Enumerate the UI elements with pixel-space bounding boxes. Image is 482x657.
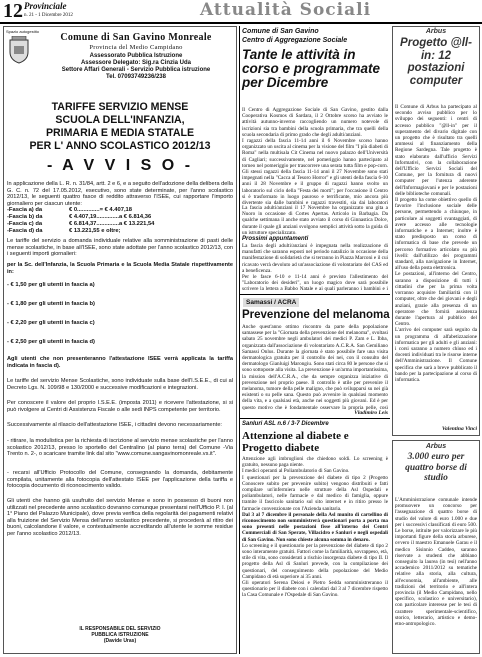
band-value: € 6.814,37..............a € 13.221,54 xyxy=(69,221,155,227)
intro-paragraph: In applicazione della L. R. n. 31/84, artt. 2 e 6, e a seguito dell'adozione della delibera della G. C. n. 72 del 17.05.2012, esecutivo, sono state determinate, per l'anno scolastico 2012/13, le seguenti quattro fasce di reddito attraverso l'ISEE, cui rapportare l'importo giornaliero per ciascun utente: xyxy=(7,181,233,207)
article-paragraph: I medici operanti al Poliambulatorio di San Gavino. xyxy=(242,468,350,475)
article-paragraph: L'Amministrazione comunale intende promuovere un concorso per l'assegnazione di quattro borse di studio del valore di euro 1.000 e due per i successivi classificati di euro 500. Le borse, istituite per valorizzare le più importanti figure della storia arburese, ovvero il maestro Emanuele Garau e il medico Sisinnio Caddeo, saranno riservate a studenti che abbiano conseguito la laurea (in tesi) nell'anno accademico 2011/2012 su tematiche relative alla storia, alla cultura, all'economia, all'ambiente, alle tradizioni del territorio e all'intera provincia (il Medio Campidano, nello specifico, scolastico e universitario), con particolare interesse per le tesi di carattere sperimentale-scientifico, storico, letterario, artistico e demo-etno-antropologico. xyxy=(395,497,477,628)
article-paragraph: I ragazzi della fascia 11-14 anni il 6 Novembre scorso hanno organizzato un uscita al cinema per la visione del film "I pìù diabeti di Roma" nella multisala Cit Cinema nel nuovo palazzo dell'Università di Cagliari; successivamente, nel pomeriggio hanno partecipato al torneo nel pomeriggio per trascorrere una serata tutta film e pop-corn. Gli stessi ragazzi della fascia 11-14 anni il 27 Novembre sono stati impegnati nella "Cacca al Tesoro Horror" e gli utenti della fascia 6-10 anni il 28 Novembre e il gruppo di ragazzi hanno svolto un laboratorio sul ciclo della "Festa dei morti"; per l'occasione il Centro si è trasformato in luogo pauroso e terrificante, mio ancora più divertente sia dalle bambini e ragazzi travestiti, sia dai laboratori xyxy=(242,138,388,205)
article-title: Tante le attività in corso e programmate per Dicembre xyxy=(242,47,381,90)
schools-paragraph: per la Sc. dell'Infanzia, la Scuola Primaria e la Scuola Media Statale rispettivamente in: xyxy=(7,262,233,275)
assessore: Assessore Delegato: Sig.ra Cinzia Uda xyxy=(80,60,192,66)
signature-line: IL RESPONSABILE DEL SERVIZIO xyxy=(79,626,161,632)
page-number: 12 xyxy=(3,0,23,22)
header-rule xyxy=(0,22,482,24)
procedure-paragraph: Successivamente al rilascio dell'attestazione ISEE, i cittadini devono necessariamente: xyxy=(7,422,222,428)
article-paragraph: Le postazioni, all'interno del Centro, saranno a disposizione di tutti i cittadini che per la prima volta vorranno acquisire familiarità con il computer, oltre che dei giovani e degli anziani, grazie alla presenza di un operatore che fornirà assistenza durante l'apertura al pubblico del Centro. xyxy=(395,271,477,328)
article-paragraph: Il Centro di Aggregazione Sociale di San Gavino, gestito dalla Cooperativa Kosmos di Sardara, il 2 Ottobre scorso ha avviato le attività autunno-inverno raccogliendo un numero notevole di iscrizioni sia tra bambini della scuola primaria, che tra quelli della scuola secondaria di primo grado che degli adulti/anziani. xyxy=(242,107,388,138)
assessorato: Assessorato Pubblica Istruzione xyxy=(89,53,183,59)
province-name: Provincia del Medio Campidano xyxy=(89,44,183,51)
article-title: Progetto @ll-in: 12 postazioni computer xyxy=(400,37,472,87)
article-paragraph: Il progetto ha come obiettivo quello di favorire l'inclusione sociale delle persone, permettendo a chiunque, in particolare ai soggetti svantaggiati, di avere accesso alle tecnologie informatiche e a Internet; inoltre è stato predisposto un corso di informatica di base che prevede un percorso formativo articolato su più livelli: dall'utilizzo dei programmi standard, alla navigazione in Internet, all'uso della posta elettronica. xyxy=(395,197,477,272)
settore: Settore Affari Generali - Servizio Pubblica istruzione xyxy=(61,67,211,73)
article-body xyxy=(242,243,388,293)
article-title: Attenzione al diabete e Progetto diabete xyxy=(242,430,349,454)
avviso-heading: - A V V I S O - xyxy=(46,157,194,174)
telephone: Tel. 07093749236/238 xyxy=(106,74,166,80)
article-body xyxy=(395,497,477,651)
newspaper-logo: Provinciale xyxy=(24,1,67,11)
article-title: Prevenzione del melanoma xyxy=(242,309,390,321)
tariffs-paragraph: Le tariffe del servizio a domanda individuale relative alla somministrazione di pasti delle mense scolastiche, in base all'ISEE, sono state adottate per l'anno scolastico 2012/13, con i seguenti importi giornalieri: xyxy=(7,238,233,258)
comune-name: Comune di San Gavino Monreale xyxy=(60,32,212,43)
article-kicker: Arbus xyxy=(425,28,447,35)
band-label: -Fascia b) da xyxy=(7,214,43,220)
band-label: -Fascia d) da xyxy=(7,228,43,234)
band-label: -Fascia c) da xyxy=(7,221,43,227)
article-body xyxy=(242,456,388,654)
band-value: € 4.407,19..............a € 6.814,36 xyxy=(69,214,152,220)
signature-line: PUBBLICA ISTRUZIONE xyxy=(91,632,149,638)
space-note: Spazio autogestito xyxy=(6,29,39,34)
article-paragraph: I questionari per la prevenzione del diabete di tipo 2 (Progetto Conoscere subito per prevenire subito) vengono distribuiti e fatti compilare un'infermiera nelle strutture della Asl Ospedali e poliambulatori, nelle farmacie e dal medico di famiglia, oppure tramite il fascicolo sanitario sul sito internet e in ritiro presso le farmacie convenzionate con l'Azienda sanitaria. xyxy=(242,474,388,512)
isee-note: Agli utenti che non presenteranno l'attestazione ISEE verrà applicata la tariffa indicata in fascia d). xyxy=(7,356,233,369)
buoni-paragraph: Gli utenti che hanno già usufruito del servizio Mense e sono in possesso di buoni non utilizzati nel precedente anno scolastico dovranno comunque presentarsi nell'Ufficio P. I. (al 1° Piano del Palazzo Municipale), dove previa verifica della regolarità dei pagamenti relativi alla fruizione del Servizio Mensa dell'anno scolastico precedente, si procederà al ritiro dei buoni, calcolandone il valore, e contestualmente accreditando all'utente le somme residue per l'anno scolastico 2012/13. xyxy=(7,498,233,537)
tariff-option: - € 2,50 per gli utenti in fascia d) xyxy=(7,339,95,345)
article-paragraph: Gli operatori Serena Deiosi e Pietro Sedda somministreranno il questionario per il diabete con i calendari dal 3 al 7 dicembre rispetto la Casa Comunale e l'Ospedale di San Gavino. xyxy=(242,580,388,599)
article-paragraph: Attenzione agli imbroglioni che chiedono soldi. Lo screening è gratuito, nessuno paga niente. xyxy=(242,456,388,469)
issue-date: n. 21 - 1 Dicembre 2012 xyxy=(24,13,73,18)
section-title: Attualità Sociali xyxy=(200,0,372,20)
band-row xyxy=(7,214,233,221)
article-signature: Valentina Vinci xyxy=(442,426,477,432)
column-rule xyxy=(239,26,240,654)
article-paragraph: Dal 3 al 7 dicembre il personale della Asl munito di cartellino di riconoscimento non somministrerà questionari porta a porta ma sono presenti nelle postazioni fisse all'interno dei Centri Commerciali di San Sperate, Villacidro e Sanluri e negli ospedali di San Gavino. Non sono chieste alcuna somma in denaro. xyxy=(242,511,388,543)
caf-paragraph: Per conoscere il valore del proprio I.S.E.E. (imposta 2011) e ricevere l'attestazione, si si può rivolgere ai Centri di Assistenza Fiscale o alle sedi INPS competente per territorio. xyxy=(7,400,233,413)
signature-block xyxy=(7,626,233,644)
income-bands xyxy=(7,207,233,235)
article-body xyxy=(395,104,477,424)
article-rule xyxy=(240,418,390,419)
title-line: PRIMARIA E MEDIA STATALE xyxy=(45,127,195,139)
article-subheading: Prossimi appuntamenti xyxy=(242,236,309,242)
title-line: TARIFFE SERVIZIO MENSE xyxy=(51,101,189,113)
article-paragraph: L'arrivo dei computer sarà seguito da un programma di alfabetizzazione informatica per gli adulti e gli anziani: i corsi saranno a numero chiuso ed i docenti individuati tra le risorse interne dell'Amministrazione. Il Comune specifica che sarà a breve pubblicato il bando per la partecipazione al corso di informatica. xyxy=(395,327,477,383)
article-body xyxy=(242,107,388,205)
step-recarsi: - recarsi all'Ufficio Protocollo del Comune, consegnando la domanda, debitamente compilata, unitamente alla fotocopia dell'attestato ISEE per l'applicazione della tariffa e fotocopia documento di riconoscimento valido. xyxy=(7,470,233,490)
article-title: 3.000 euro per quattro borse di studio xyxy=(405,452,467,483)
article-paragraph: La fascia degli adulti/anziani è impegnata nella realizzazione di manufatti che saranno esposti nel periodo natalizio in occasione della manifestazione di solidarietà che si terranno in Piazza Marconi e il cui ricavato verrà devoluto ad un'associazione di volontariato del CAS ed a beneficenza. xyxy=(242,243,388,274)
article-body xyxy=(242,324,388,410)
article-body xyxy=(242,205,388,235)
article-kicker: Sanluri ASL n.6 / 3-7 Dicembre xyxy=(242,421,329,427)
band-row xyxy=(7,228,233,235)
title-line: SCUOLA DELL'INFANZIA, xyxy=(55,114,185,126)
article-paragraph: Il Comune di Arbus ha partecipato al secondo avviso pubblico per lo sviluppo dei seguenti: i centri di accesso pubblico "@ll-in" per il superamento del divario digitale con un progetto che è risultato tra quelli ammessi al finanziamento della Regione Sardegna. Tale progetto è stato elaborato dall'ufficio Servizi Informativi, con la collaborazione dell'Ufficio Servizi Sociali del Comune, per la fornitura di nuovi computer per l'utenza aderente dell'Informagiovani e per le postazioni delle biblioteche comunali. xyxy=(395,104,477,197)
signature-line: (Davide Uras) xyxy=(103,638,137,644)
band-row xyxy=(7,221,233,228)
isee-paragraph: Le tariffe del servizio Mense Scolastiche, sono individuate sulla base dell'I.S.E.E., di cui al Decreto Lgs. N. 109/98 e 130/2000 e successive modificazioni e integrazioni. xyxy=(7,378,233,391)
article-paragraph: Per le fasce 6-10 e 11-14 anni è previsto l'allestimento del "Laboratorio dei desideri", un luogo magico dove sarà possibile scrivere la lettera a Babbo Natale e ai quali parleranno i bambini e i xyxy=(242,274,388,293)
article-kicker: Arbus xyxy=(425,443,447,450)
band-value: € 13.221,55 e oltre; xyxy=(69,228,121,234)
article-tag: Samassi / ACRA xyxy=(243,298,299,307)
article-paragraph: La fascia adulti/anziani il 17 Novembre ha organizzato una gita a Nuoro in occasione di Cortes Apertas. Articolo in Barbagia. Da qualche settimana il anche stato avviato il corso di Ginnastica Dolce, durante il quale gli anziani svolgono semplici attività sotto la guida di un istruttore specializzato. xyxy=(242,205,388,235)
municipal-crest-icon xyxy=(8,36,30,64)
band-value: € 0..............= € 4.407,18 xyxy=(69,207,133,213)
article-kicker: Comune di San Gavino xyxy=(242,28,319,35)
tariff-option: - € 2,20 per gli utenti in fascia c) xyxy=(7,320,95,326)
band-label: -Fascia a) da xyxy=(7,207,43,213)
title-line: PER L' ANNO SCOLASTICO 2012/13 xyxy=(29,140,211,152)
tariff-option: - € 1,50 per gli utenti in fascia a) xyxy=(7,282,95,288)
band-row xyxy=(7,207,233,214)
tariff-option: - € 1,80 per gli utenti in fascia b) xyxy=(7,301,95,307)
step-ritirare: - ritirare, la modulistica per la richiesta di iscrizione al servizio mense scolastiche per l'anno scolastico 2012/13, presso lo sportello del Centralino (al piano terra) del Comune -Via Trento n. 2-, o scaricare tramite link dal sito "www.comune.sangavinomonreale.vs.it". xyxy=(7,438,233,458)
article-rule xyxy=(240,294,390,295)
article-paragraph: Anche quest'anno ottimo riscontro da parte della popolazione samassese per la "Giornata della prevenzione del melanoma", svoltasi sabato 25 novembre negli ambulatori dei medici P. Zam e L. Ibba, organizzata dall'associazione di volontariato A.C.R.A. San Gemiliano Samassi Onlus. Durante la giornata è stato possibile fare una visita dermatologica gratuita per il controllo dei nei, con il consulto del dermatologo Gianluigi Marongiu. Sono stati circa 80 le persone che si sono sottoposte alla visita. La prevenzione è un'arma importantissima, la mission dell'A.C.R.A., che da sempre organizza iniziative di prevenzione nel proprio paese. Il controllo è utile per prevenire il melanoma, tumore della pelle maligno, che può svilupparsi su nei già esistenti o su pelle sana. Questo può avvenire in qualsiasi momento della vita, e a qualsiasi età, anche nei soggetti più giovani. Ed è per questo motivo che è fondamentale osservare la propria pelle, così xyxy=(242,324,388,410)
article-kicker: Centro di Aggregazione Sociale xyxy=(242,37,348,44)
article-signature: Vladimiro Leis xyxy=(354,410,388,416)
article-paragraph: Lo screening e il questionario per la prevenzione del diabete di tipo 2 sono interamente gratuiti. Fattori come la familiarità, sovrappeso, età, stile di vita, sono considerati a rischio insorgenza diabete di tipo II. Il progetto della Asl di Sanluri prevede, con la compilazione dei questionari, del conseguimento della popolazione del Medio Campidano di età superiore ai 35 anni. xyxy=(242,542,388,580)
page-header xyxy=(0,0,482,24)
